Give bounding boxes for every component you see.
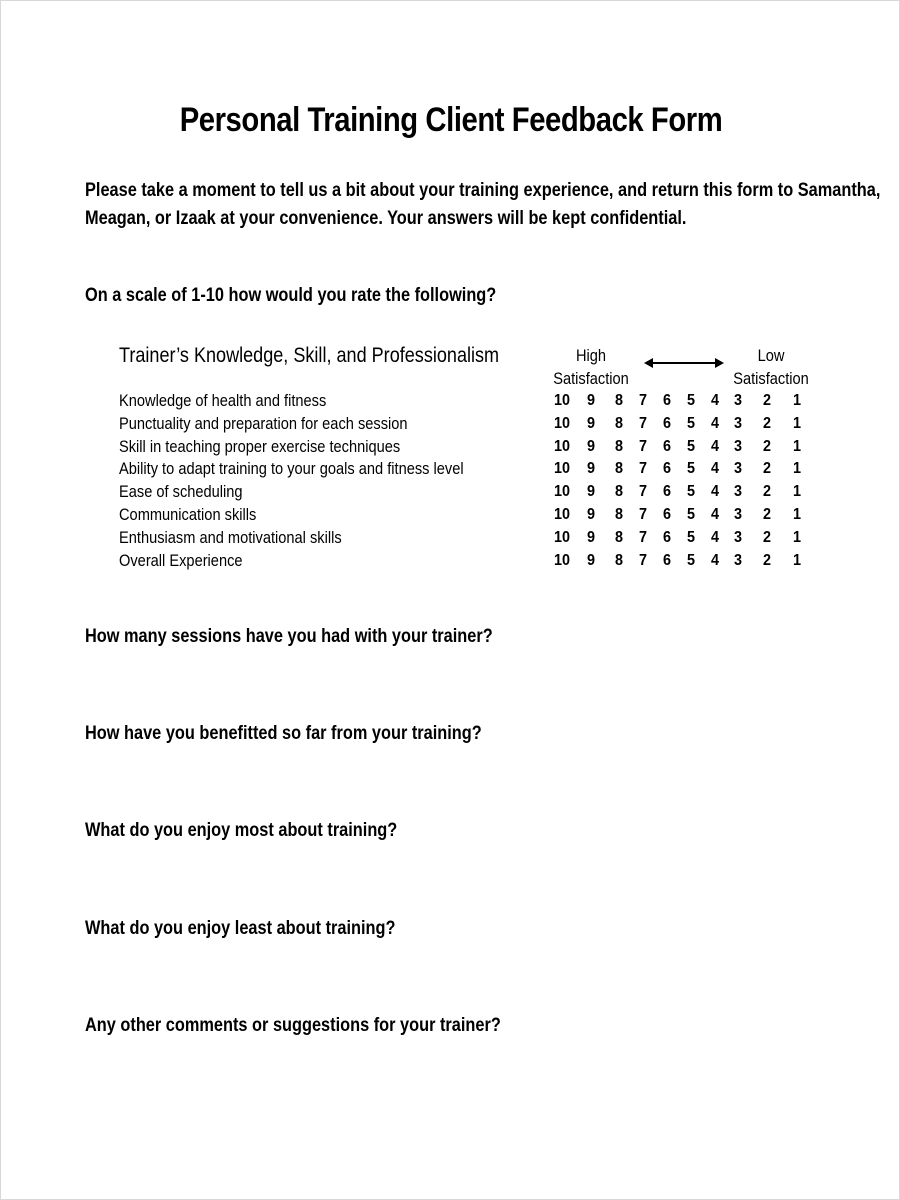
rating-option-4[interactable]: 4 <box>710 414 720 432</box>
rating-option-1[interactable]: 1 <box>792 460 802 478</box>
question-enjoy-most: What do you enjoy most about training? <box>85 820 398 841</box>
rating-row <box>119 390 819 413</box>
rating-option-10[interactable]: 10 <box>553 414 571 432</box>
rating-option-10[interactable]: 10 <box>553 551 571 569</box>
rating-option-9[interactable]: 9 <box>586 505 596 523</box>
rating-option-1[interactable]: 1 <box>792 392 802 409</box>
rating-option-8[interactable]: 8 <box>614 392 624 409</box>
rating-option-6[interactable]: 6 <box>662 437 672 455</box>
rating-option-3[interactable]: 3 <box>733 437 743 455</box>
rating-option-7[interactable]: 7 <box>638 392 648 409</box>
question-enjoy-least: What do you enjoy least about training? <box>85 918 396 939</box>
rating-option-4[interactable]: 4 <box>710 505 720 523</box>
rating-option-10[interactable]: 10 <box>553 483 571 501</box>
rating-item-label: Communication skills <box>119 504 257 524</box>
scale-low-line-1: Low <box>757 346 785 365</box>
scale-high-line-2: Satisfaction <box>553 369 629 388</box>
rating-option-9[interactable]: 9 <box>586 483 596 501</box>
double-arrow-icon <box>644 356 724 370</box>
rating-option-8[interactable]: 8 <box>614 505 624 523</box>
rating-option-7[interactable]: 7 <box>638 460 648 478</box>
rating-option-1[interactable]: 1 <box>792 551 802 569</box>
rating-option-1[interactable]: 1 <box>792 528 802 546</box>
rating-option-5[interactable]: 5 <box>686 437 696 455</box>
rating-option-2[interactable]: 2 <box>762 528 772 546</box>
rating-option-2[interactable]: 2 <box>762 460 772 478</box>
rating-option-10[interactable]: 10 <box>553 392 571 409</box>
scale-high-label <box>548 344 634 390</box>
rating-option-2[interactable]: 2 <box>762 483 772 501</box>
rating-option-10[interactable]: 10 <box>553 460 571 478</box>
rating-option-2[interactable]: 2 <box>762 551 772 569</box>
rating-option-9[interactable]: 9 <box>586 528 596 546</box>
rating-option-5[interactable]: 5 <box>686 460 696 478</box>
rating-option-1[interactable]: 1 <box>792 483 802 501</box>
rating-row <box>119 527 819 550</box>
rating-option-1[interactable]: 1 <box>792 505 802 523</box>
rating-option-9[interactable]: 9 <box>586 414 596 432</box>
rating-item-label: Ease of scheduling <box>119 482 243 502</box>
rating-option-4[interactable]: 4 <box>710 483 720 501</box>
rating-option-6[interactable]: 6 <box>662 505 672 523</box>
rating-option-3[interactable]: 3 <box>733 505 743 523</box>
rating-items-list <box>119 390 819 572</box>
rating-option-9[interactable]: 9 <box>586 437 596 455</box>
rating-option-8[interactable]: 8 <box>614 460 624 478</box>
rating-option-2[interactable]: 2 <box>762 414 772 432</box>
rating-option-3[interactable]: 3 <box>733 528 743 546</box>
rating-option-2[interactable]: 2 <box>762 392 772 409</box>
rating-item-label: Ability to adapt training to your goals and fitness level <box>119 459 464 479</box>
rating-option-7[interactable]: 7 <box>638 414 648 432</box>
rating-option-5[interactable]: 5 <box>686 483 696 501</box>
rating-option-5[interactable]: 5 <box>686 505 696 523</box>
rating-option-4[interactable]: 4 <box>710 528 720 546</box>
rating-option-6[interactable]: 6 <box>662 551 672 569</box>
question-sessions: How many sessions have you had with your trainer? <box>85 626 493 647</box>
rating-row <box>119 436 819 459</box>
rating-row <box>119 550 819 573</box>
rating-option-6[interactable]: 6 <box>662 528 672 546</box>
rating-option-4[interactable]: 4 <box>710 460 720 478</box>
rating-option-8[interactable]: 8 <box>614 437 624 455</box>
rating-option-8[interactable]: 8 <box>614 414 624 432</box>
rating-option-10[interactable]: 10 <box>553 528 571 546</box>
question-benefitted: How have you benefitted so far from your training? <box>85 723 482 744</box>
rating-row <box>119 504 819 527</box>
rating-row <box>119 458 819 481</box>
rating-item-label: Punctuality and preparation for each session <box>119 413 408 433</box>
rating-item-label: Enthusiasm and motivational skills <box>119 527 342 547</box>
rating-option-7[interactable]: 7 <box>638 437 648 455</box>
section-heading: Trainer’s Knowledge, Skill, and Professionalism <box>119 344 500 367</box>
rating-row <box>119 481 819 504</box>
rating-row <box>119 413 819 436</box>
rating-option-5[interactable]: 5 <box>686 551 696 569</box>
rating-option-10[interactable]: 10 <box>553 437 571 455</box>
scale-low-line-2: Satisfaction <box>733 369 809 388</box>
rating-item-label: Skill in teaching proper exercise techniques <box>119 436 401 456</box>
rating-option-3[interactable]: 3 <box>733 551 743 569</box>
rating-option-6[interactable]: 6 <box>662 392 672 409</box>
rating-option-4[interactable]: 4 <box>710 551 720 569</box>
rating-option-2[interactable]: 2 <box>762 437 772 455</box>
rating-option-3[interactable]: 3 <box>733 460 743 478</box>
scale-low-label <box>728 344 814 390</box>
form-title: Personal Training Client Feedback Form <box>179 101 723 139</box>
intro-line-1: Please take a moment to tell us a bit about your training experience, and return this form to Samantha, <box>85 180 881 201</box>
rating-option-5[interactable]: 5 <box>686 392 696 409</box>
rating-option-5[interactable]: 5 <box>686 414 696 432</box>
rating-option-6[interactable]: 6 <box>662 414 672 432</box>
rating-option-2[interactable]: 2 <box>762 505 772 523</box>
rating-option-8[interactable]: 8 <box>614 528 624 546</box>
question-comments: Any other comments or suggestions for your trainer? <box>85 1015 501 1036</box>
rating-option-1[interactable]: 1 <box>792 414 802 432</box>
rating-option-7[interactable]: 7 <box>638 551 648 569</box>
rating-option-6[interactable]: 6 <box>662 460 672 478</box>
rating-item-label: Knowledge of health and fitness <box>119 391 327 410</box>
rating-option-8[interactable]: 8 <box>614 483 624 501</box>
rating-option-4[interactable]: 4 <box>710 392 720 409</box>
rating-option-3[interactable]: 3 <box>733 392 743 409</box>
scale-question: On a scale of 1-10 how would you rate the following? <box>85 285 497 306</box>
rating-item-label: Overall Experience <box>119 550 243 570</box>
scale-high-line-1: High <box>575 346 607 365</box>
intro-line-2: Meagan, or Izaak at your convenience. Your answers will be kept confidential. <box>85 208 687 229</box>
rating-option-3[interactable]: 3 <box>733 483 743 501</box>
intro-paragraph <box>85 177 881 233</box>
rating-option-9[interactable]: 9 <box>586 392 596 409</box>
rating-option-4[interactable]: 4 <box>710 437 720 455</box>
rating-option-7[interactable]: 7 <box>638 483 648 501</box>
rating-option-7[interactable]: 7 <box>638 505 648 523</box>
rating-option-3[interactable]: 3 <box>733 414 743 432</box>
rating-option-7[interactable]: 7 <box>638 528 648 546</box>
rating-option-10[interactable]: 10 <box>553 505 571 523</box>
rating-option-1[interactable]: 1 <box>792 437 802 455</box>
rating-option-9[interactable]: 9 <box>586 551 596 569</box>
rating-option-6[interactable]: 6 <box>662 483 672 501</box>
rating-option-8[interactable]: 8 <box>614 551 624 569</box>
rating-option-5[interactable]: 5 <box>686 528 696 546</box>
rating-option-9[interactable]: 9 <box>586 460 596 478</box>
